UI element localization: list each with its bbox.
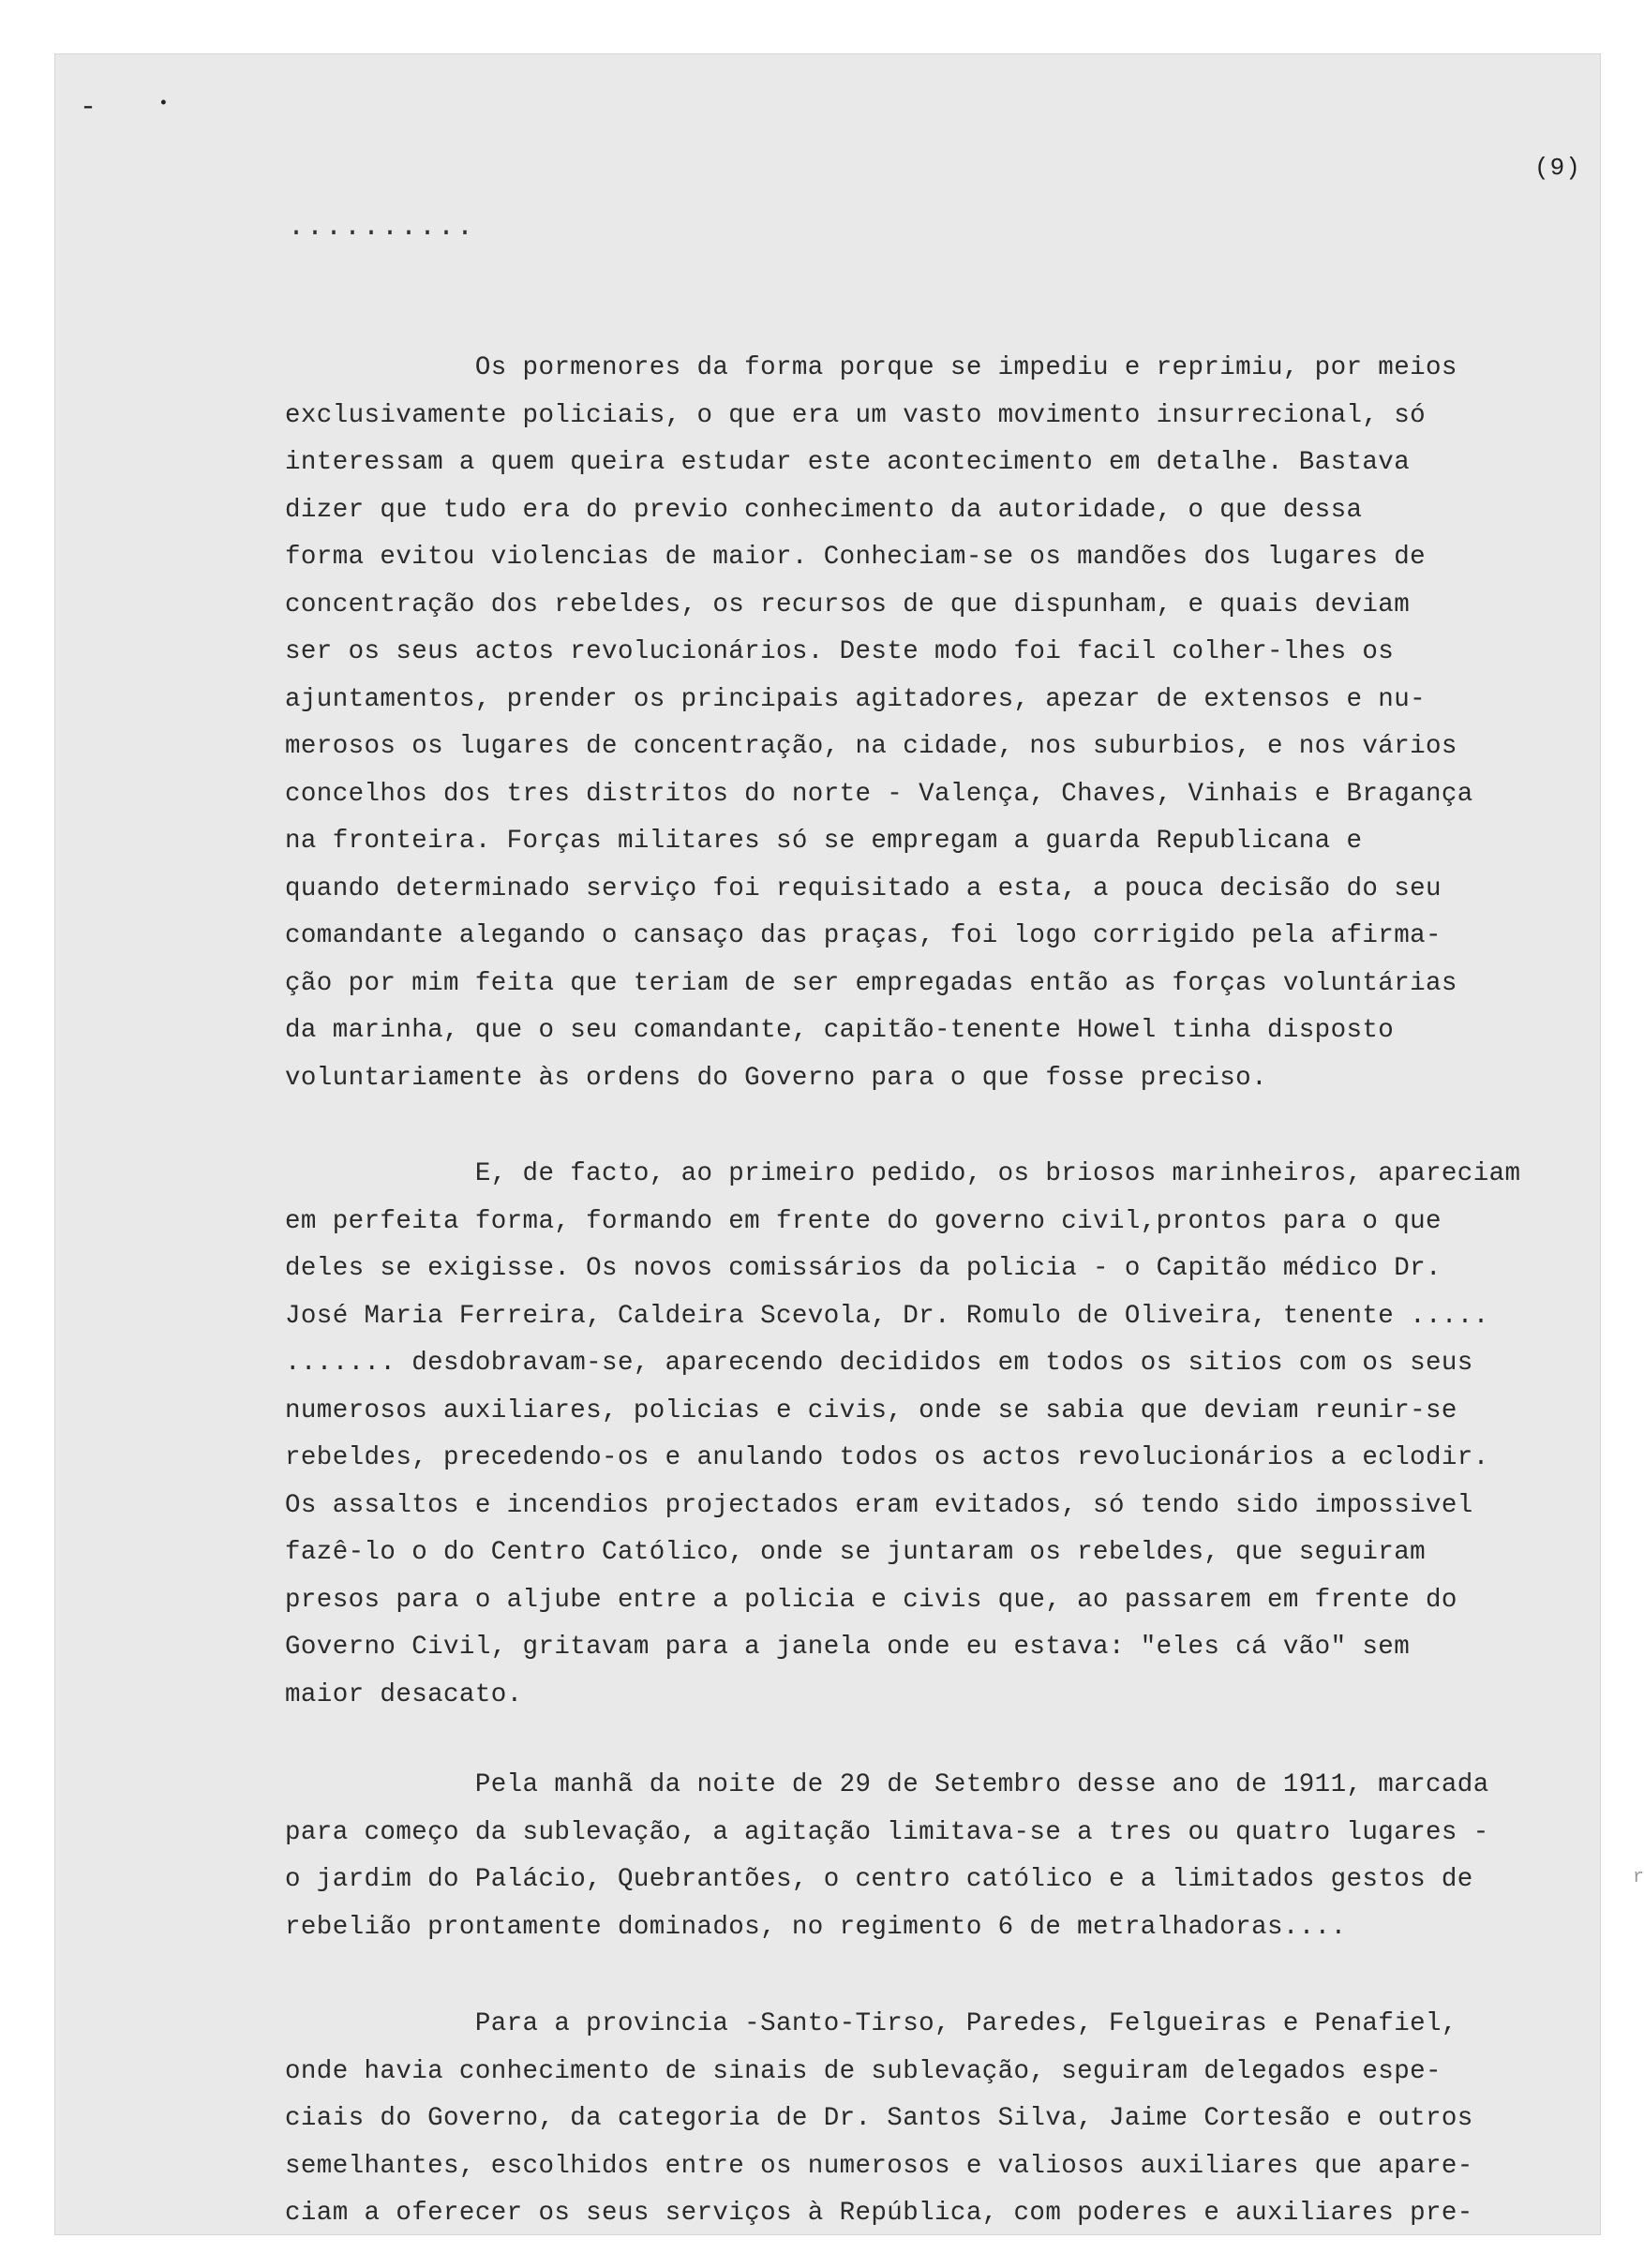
opening-dots: ..........: [288, 212, 476, 244]
page-number: (9): [1534, 154, 1581, 182]
corner-dash-mark: -: [80, 92, 97, 124]
paragraph-4: Para a provincia -Santo-Tirso, Paredes, Felgueiras e Penafiel, onde havia conhecimento de sinais de sublevação, seguiram delegados espe- ciais do Governo, da categoria de Dr. Santos Silva, Jaime Cortesão e outros semelhantes, escolhidos entre os numerosos e valiosos auxiliares que apare- ciam a oferecer os seus serviços à República, com poderes e auxiliares pre-: [285, 2009, 1473, 2228]
typewritten-page: [54, 53, 1644, 2235]
paragraph-1: Os pormenores da forma porque se impediu e reprimiu, por meios exclusivamente policiais, o que era um vasto movimento insurrecional, só interessam a quem queira estudar este acontecimento em detalhe. Bastava dizer que tudo era do previo conhecimento da autoridade, o que dessa forma evitou violencias de maior. Conheciam-se os mandões dos lugares de concentração dos rebeldes, os recursos de que dispunham, e quais deviam ser os seus actos revolucionários. Deste modo foi facil colher-lhes os ajuntamentos, prender os principais agitadores, apezar de extensos e nu- merosos os lugares de concentração, na cidade, nos suburbios, e nos vários concelhos dos tres distritos do norte - Valença, Chaves, Vinhais e Bragança na fronteira. Forças militares só se empregam a guarda Republicana e quando determinado serviço foi requisitado a esta, a pouca decisão do seu comandante alegando o cansaço das praças, foi logo corrigido pela afirma- ção por mim feita que teriam de ser empregadas então as forças voluntárias da marinha, que o seu comandante, capitão-tenente Howel tinha disposto voluntariamente às ordens do Governo para o que fosse preciso.: [285, 353, 1473, 1093]
paragraph-2: E, de facto, ao primeiro pedido, os briosos marinheiros, apareciam em perfeita forma, formando em frente do governo civil,prontos para o que deles se exigisse. Os novos comissários da policia - o Capitão médico Dr. José Maria Ferreira, Caldeira Scevola, Dr. Romulo de Oliveira, tenente ..... ....... desdobravam-se, aparecendo decididos em todos os sitios com os seus numerosos auxiliares, policias e civis, onde se sabia que deviam reunir-se rebeldes, precedendo-os e anulando todos os actos revolucionários a eclodir. Os assaltos e incendios projectados eram evitados, só tendo sido impossivel fazê-lo o do Centro Católico, onde se juntaram os rebeldes, que seguiram presos para o aljube entre a policia e civis que, ao passarem em frente do Governo Civil, gritavam para a janela onde eu estava: "eles cá vão" sem maior desacato.: [285, 1159, 1521, 1709]
margin-mark: r: [1633, 1867, 1644, 1888]
paragraph-3: Pela manhã da noite de 29 de Setembro desse ano de 1911, marcada para começo da sublevação, a agitação limitava-se a tres ou quatro lugares - o jardim do Palácio, Quebrantões, o centro católico e a limitados gestos de rebelião prontamente dominados, no regimento 6 de metralhadoras....: [285, 1770, 1489, 1942]
corner-dot-mark: •: [158, 95, 169, 113]
